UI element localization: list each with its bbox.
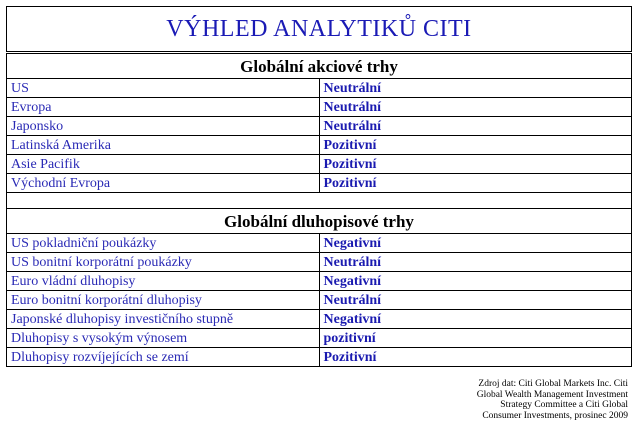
section-heading-row <box>7 54 632 79</box>
table-row <box>7 98 632 117</box>
row-label: Euro vládní dluhopisy <box>7 272 320 291</box>
source-line: Global Wealth Management Investment <box>476 389 628 400</box>
spacer-cell <box>7 193 632 209</box>
table-row <box>7 234 632 253</box>
table-row <box>7 117 632 136</box>
row-label: Východní Evropa <box>7 174 320 193</box>
title-box <box>6 6 632 52</box>
table-row <box>7 291 632 310</box>
table-row <box>7 79 632 98</box>
row-label: Dluhopisy s vysokým výnosem <box>7 329 320 348</box>
table-row <box>7 155 632 174</box>
section-heading-bonds: Globální dluhopisové trhy <box>7 209 632 234</box>
row-label: Latinská Amerika <box>7 136 320 155</box>
source-line: Consumer Investments, prosinec 2009 <box>482 410 628 421</box>
table-row <box>7 136 632 155</box>
table-row <box>7 253 632 272</box>
row-value: Neutrální <box>319 253 632 272</box>
table-row <box>7 348 632 367</box>
source-line: Strategy Committee a Citi Global <box>500 400 628 410</box>
row-value: pozitivní <box>319 329 632 348</box>
page-title: VÝHLED ANALYTIKŮ CITI <box>166 15 472 42</box>
source-line: Zdroj dat: Citi Global Markets Inc. Citi <box>478 379 628 389</box>
row-value: Neutrální <box>319 98 632 117</box>
row-label: Evropa <box>7 98 320 117</box>
row-value: Negativní <box>319 234 632 253</box>
row-value: Neutrální <box>319 79 632 98</box>
row-label: Dluhopisy rozvíjejících se zemí <box>7 348 320 367</box>
table-row <box>7 329 632 348</box>
row-value: Pozitivní <box>319 174 632 193</box>
row-label: Japonské dluhopisy investičního stupně <box>7 310 320 329</box>
row-value: Negativní <box>319 310 632 329</box>
row-value: Neutrální <box>319 291 632 310</box>
row-label: Euro bonitní korporátní dluhopisy <box>7 291 320 310</box>
table-row <box>7 272 632 291</box>
outlook-table <box>6 53 632 367</box>
row-value: Pozitivní <box>319 155 632 174</box>
row-value: Pozitivní <box>319 136 632 155</box>
row-label: Asie Pacifik <box>7 155 320 174</box>
row-value: Pozitivní <box>319 348 632 367</box>
row-label: Japonsko <box>7 117 320 136</box>
spacer-row <box>7 193 632 209</box>
row-value: Neutrální <box>319 117 632 136</box>
row-value: Negativní <box>319 272 632 291</box>
row-label: US pokladniční poukázky <box>7 234 320 253</box>
row-label: US bonitní korporátní poukázky <box>7 253 320 272</box>
table-row <box>7 310 632 329</box>
row-label: US <box>7 79 320 98</box>
section-heading-row <box>7 209 632 234</box>
table-row <box>7 174 632 193</box>
source-note <box>477 379 628 421</box>
section-heading-equities: Globální akciové trhy <box>7 54 632 79</box>
